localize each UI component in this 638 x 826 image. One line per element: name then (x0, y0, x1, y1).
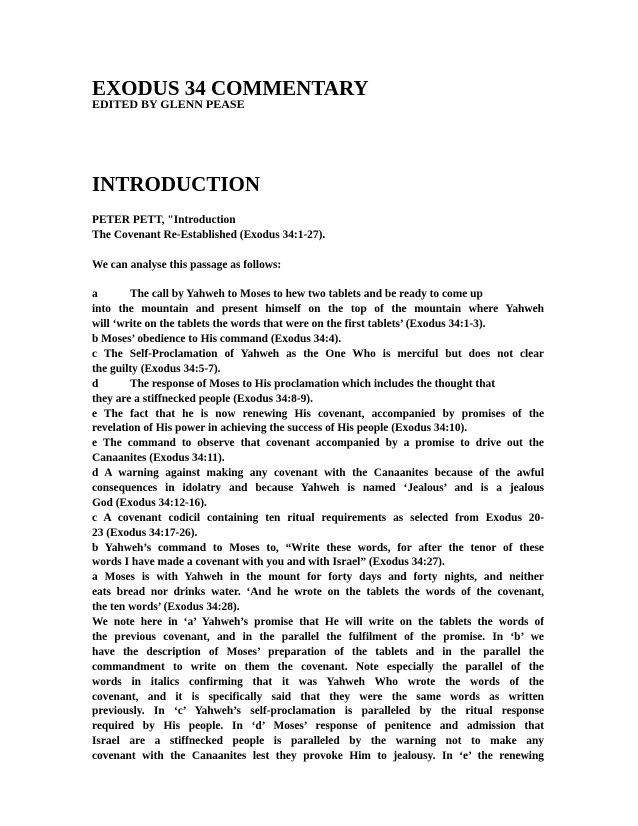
text-line (92, 407, 544, 422)
text-line (92, 243, 544, 258)
text-line-content: the previous covenant, and in the parallel the fulfilment of the promise. In ‘b’ we (92, 630, 544, 643)
text-line (92, 615, 544, 630)
text-line-content: We note here in ‘a’ Yahweh’s promise that He will write on the tablets the words of (92, 616, 544, 629)
text-line (92, 526, 544, 541)
text-line (92, 704, 544, 719)
text-line (92, 734, 544, 749)
section-heading: INTRODUCTION (92, 172, 261, 196)
text-line-content: required by His people. In ‘d’ Moses’ response of penitence and admission that (92, 720, 544, 733)
text-line-content: The Covenant Re-Established (Exodus 34:1-27). (92, 228, 326, 241)
commentary-body (92, 213, 544, 764)
text-line (92, 302, 544, 317)
text-line (92, 511, 544, 526)
text-line (92, 600, 544, 615)
outline-marker: d (92, 377, 99, 390)
text-line (92, 749, 544, 764)
text-line-content: revelation of His power in achieving the success of His people (Exodus 34:10). (92, 422, 468, 435)
text-line (92, 392, 544, 407)
text-line-content: previously. In ‘c’ Yahweh’s self-proclamation is paralleled by the ritual response (92, 705, 544, 718)
text-line-content: words I have made a covenant with you and with Israel” (Exodus 34:27). (92, 556, 445, 569)
text-line (92, 451, 544, 466)
text-line (92, 287, 544, 302)
text-line-content: the guilty (Exodus 34:5-7). (92, 362, 221, 375)
text-line (92, 332, 544, 347)
text-line-content: covenant with the Canaanites lest they provoke Him to jealousy. In ‘e’ the renewing (92, 750, 544, 763)
text-line (92, 466, 544, 481)
document-title: EXODUS 34 COMMENTARY (92, 76, 369, 100)
text-line (92, 645, 544, 660)
text-line (92, 585, 544, 600)
text-line (92, 317, 544, 332)
text-line (92, 213, 544, 228)
text-line-content: c The Self-Proclamation of Yahweh as the One Who is merciful but does not clear (92, 348, 544, 361)
text-line (92, 362, 544, 377)
text-line (92, 660, 544, 675)
text-line (92, 570, 544, 585)
text-line-content: eats bread nor drinks water. ‘And he wrote on the tablets the words of the covenant, (92, 586, 544, 599)
text-line-content: We can analyse this passage as follows: (92, 258, 282, 271)
text-line-content: Israel are a stiffnecked people is paralleled by the warning not to make any (92, 735, 544, 748)
text-line-content: b Moses’ obedience to His command (Exodus 34:4). (92, 333, 342, 346)
text-line-content: The call by Yahweh to Moses to hew two tablets and be ready to come up (130, 288, 483, 301)
text-line-content: words in italics confirming that it was Yahweh Who wrote the words of the (92, 675, 544, 688)
text-line-content: e The command to observe that covenant accompanied by a promise to drive out the (92, 437, 544, 450)
text-line (92, 258, 544, 273)
text-line-content: e The fact that he is now renewing His covenant, accompanied by promises of the (92, 407, 544, 420)
text-line-content: 23 (Exodus 34:17-26). (92, 526, 198, 539)
text-line-content: the ten words’ (Exodus 34:28). (92, 601, 240, 614)
text-line (92, 273, 544, 288)
text-line (92, 347, 544, 362)
text-line (92, 541, 544, 556)
text-line-content: Canaanites (Exodus 34:11). (92, 452, 225, 465)
text-line-content: The response of Moses to His proclamation which includes the thought that (130, 377, 496, 390)
text-line-content: b Yahweh’s command to Moses to, “Write these words, for after the tenor of these (92, 541, 544, 554)
text-line (92, 228, 544, 243)
text-line-content: into the mountain and present himself on the top of the mountain where Yahweh (92, 303, 544, 316)
text-line-content: they are a stiffnecked people (Exodus 34:8-9). (92, 392, 313, 405)
text-line-content: c A covenant codicil containing ten ritual requirements as selected from Exodus 20- (92, 511, 544, 524)
text-line (92, 630, 544, 645)
text-line-content: God (Exodus 34:12-16). (92, 496, 207, 509)
text-line (92, 496, 544, 511)
text-line-content: consequences in idolatry and because Yahweh is named ‘Jealous’ and is a jealous (92, 482, 544, 495)
text-line-content: PETER PETT, "Introduction (92, 214, 236, 226)
text-line (92, 675, 544, 690)
document-editor-line: EDITED BY GLENN PEASE (92, 97, 245, 111)
text-line-content: will ‘write on the tablets the words that were on the first tablets’ (Exodus 34:1-3). (92, 318, 486, 331)
text-line (92, 421, 544, 436)
text-line (92, 719, 544, 734)
text-line-content: a Moses is with Yahweh in the mount for forty days and forty nights, and neither (92, 571, 544, 584)
text-line (92, 555, 544, 570)
text-line-content: have the description of Moses’ preparation of the tablets and in the parallel the (92, 645, 544, 658)
text-line-content: commandment to write on them the covenant. Note especially the parallel of the (92, 660, 544, 673)
text-line (92, 481, 544, 496)
text-line (92, 377, 544, 392)
text-line (92, 436, 544, 451)
text-line (92, 690, 544, 705)
text-line-content: covenant, and it is specifically said that they were the same words as written (92, 690, 544, 703)
text-line-content: d A warning against making any covenant with the Canaanites because of the awful (92, 467, 544, 480)
outline-marker: a (92, 288, 98, 301)
